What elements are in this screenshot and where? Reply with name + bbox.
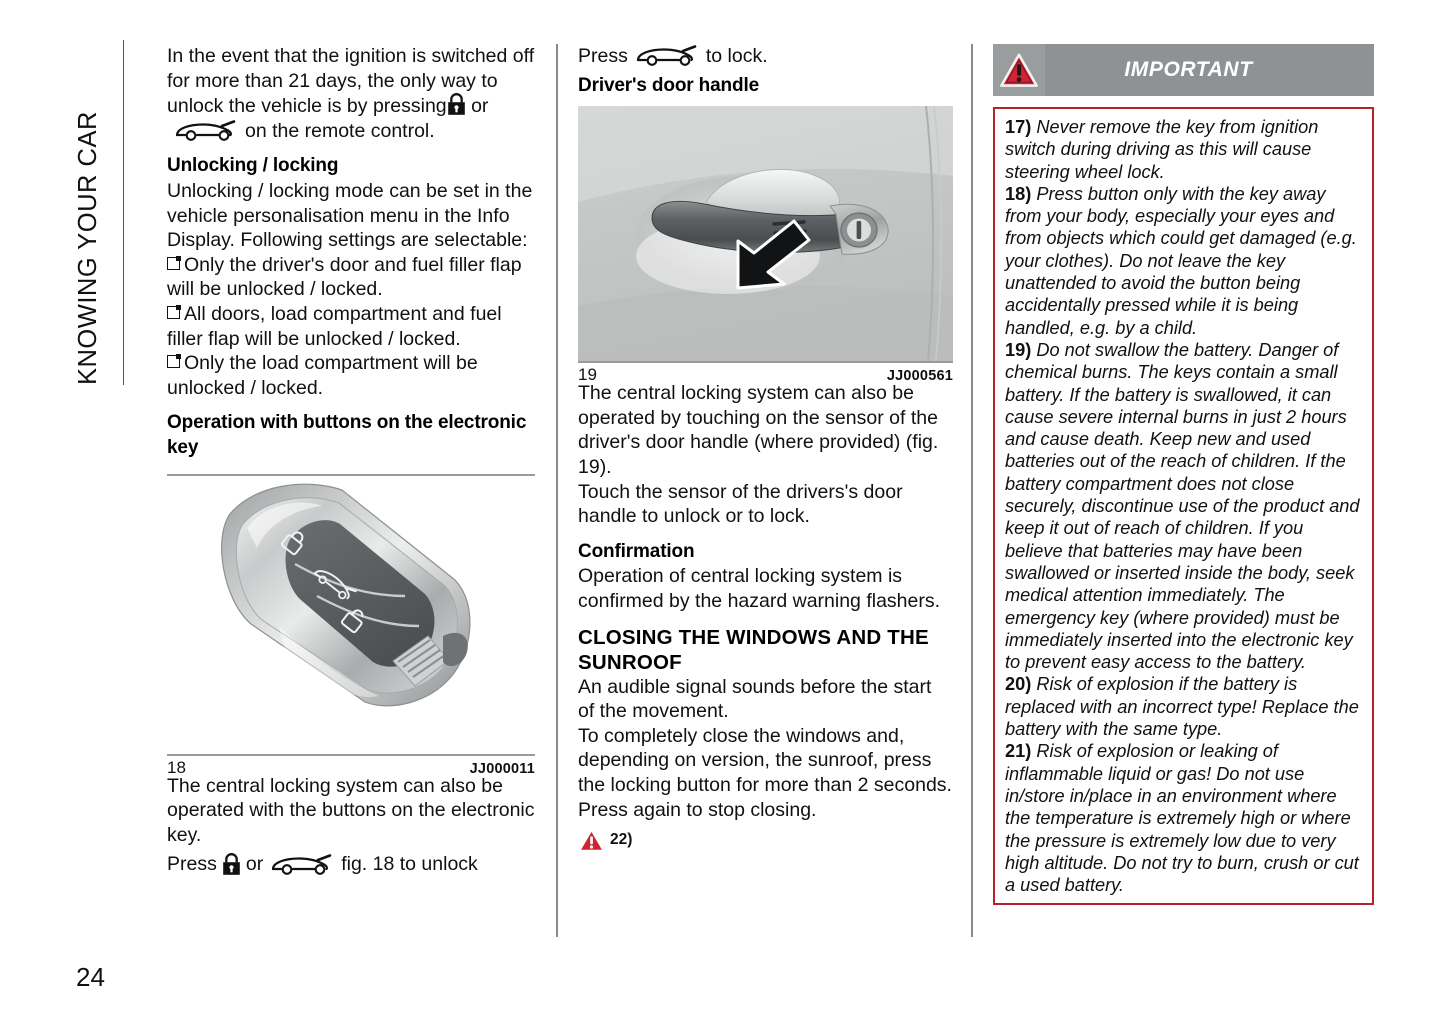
column-divider-2: [971, 44, 973, 937]
warning-triangle-icon: [999, 52, 1039, 89]
figure-code: JJ000561: [886, 368, 953, 385]
important-title-cell: [1045, 44, 1374, 96]
key-blade-slot: [443, 632, 468, 665]
figure-image-door-handle: [578, 106, 953, 361]
chapter-tab-rule: [123, 40, 125, 385]
important-item: [1005, 183, 1363, 339]
paragraph-confirmation: Operation of central locking system is confirmed by the hazard warning flashers.: [578, 565, 941, 612]
important-item-text: Press button only with the key away from your body, especially your eyes and from objects which could get damaged (e.g. your clothes). Do not leave the key unattended to avoid the button being accidentally pressed while it is being handled, e.g. by a child.: [1005, 183, 1357, 338]
figure-caption-18: [167, 756, 535, 778]
important-title: IMPORTANT: [1124, 58, 1253, 81]
left-column: [167, 44, 535, 877]
important-item: [1005, 339, 1363, 673]
list-item: [167, 302, 535, 351]
important-body: [993, 107, 1374, 905]
figure-caption-19: [578, 363, 953, 385]
square-bullet-icon: [167, 355, 180, 368]
paragraph-touch: Touch the sensor of the drivers's door handle to unlock or to lock.: [578, 480, 903, 528]
key-caption-paragraph: The central locking system can also be operated with the buttons on the electronic key.: [167, 774, 535, 846]
car-silhouette-icon: [172, 119, 240, 143]
square-bullet-icon: [167, 257, 180, 270]
intro-text-or: or: [471, 95, 489, 118]
list-item: [167, 253, 535, 302]
heading-drivers-door-handle: Driver's door handle: [578, 74, 760, 96]
heading-confirmation: Confirmation: [578, 540, 695, 562]
figure-number: 19: [578, 365, 597, 385]
column-divider-1: [556, 44, 558, 937]
car-silhouette-icon: [633, 44, 701, 68]
press-to-lock-prefix: Press: [578, 45, 628, 67]
press-to-lock-line: [578, 44, 953, 69]
paragraph-close-windows: To completely close the windows and, depending on version, the sunroof, press the locking button for more than 2 seconds.: [578, 724, 952, 796]
warning-triangle-icon: [578, 828, 605, 853]
intro-text-part2: on the remote control.: [245, 119, 435, 142]
paragraph-audible-signal: An audible signal sounds before the start of the movement.: [578, 675, 932, 723]
important-item-number: 18): [1005, 183, 1032, 204]
unlocking-paragraph: Unlocking / locking mode can be set in the vehicle personalisation menu in the Info Display. Following settings are selectable:: [167, 179, 533, 252]
press-to-unlock-line: [167, 852, 535, 877]
bullet-text: Only the load compartment will be unlocked / locked.: [167, 352, 478, 399]
figure-electronic-key: [167, 474, 535, 778]
press-or: or: [245, 853, 264, 876]
important-item-text: Risk of explosion or leaking of inflammable liquid or gas! Do not use in/store in/place in an environment where the temperature is extremely high or where the pressure is extremely low due to very high altitude. Do not try to burn, crush or cut a used battery.: [1005, 741, 1359, 896]
figure-code: JJ000011: [469, 760, 535, 777]
list-item: [167, 351, 535, 400]
important-item-number: 17): [1005, 117, 1032, 137]
press-prefix: Press: [167, 853, 217, 876]
press-to-lock-suffix: to lock.: [705, 45, 768, 67]
right-column: [993, 44, 1374, 905]
electronic-key-illustration: [167, 476, 535, 754]
chapter-tab: [52, 40, 124, 385]
heading-unlocking-locking: Unlocking / locking: [167, 155, 339, 177]
important-header: [993, 44, 1374, 96]
car-silhouette-icon: [268, 853, 336, 877]
heading-operation-buttons: Operation with buttons on the electronic key: [167, 412, 527, 458]
press-suffix: fig. 18 to unlock: [341, 853, 478, 876]
important-item-text: Risk of explosion if the battery is replaced with an incorrect type! Replace the battery with the same type.: [1005, 674, 1359, 740]
important-item-number: 21): [1005, 741, 1032, 762]
important-item-number: 20): [1005, 674, 1032, 695]
important-item: [1005, 740, 1363, 896]
chapter-title: KNOWING YOUR CAR: [73, 111, 102, 385]
bullet-text: All doors, load compartment and fuel filler flap will be unlocked / locked.: [167, 302, 502, 350]
warning-reference-number: 22): [610, 831, 633, 849]
square-bullet-icon: [167, 306, 180, 319]
door-handle-illustration: [578, 106, 953, 361]
page-number: 24: [76, 962, 105, 992]
important-item: [1005, 116, 1363, 183]
bullet-text: Only the driver's door and fuel filler flap will be unlocked / locked.: [167, 253, 522, 301]
figure-image-key: [167, 476, 535, 754]
heading-closing-windows-sunroof: CLOSING THE WINDOWS AND THE SUNROOF: [578, 625, 929, 674]
intro-text-part1: In the event that the ignition is switched off for more than 21 days, the only way to unlock the vehicle is by pressing: [167, 45, 535, 118]
important-item-text: Do not swallow the battery. Danger of chemical burns. The keys contain a small battery. If the battery is swallowed, it can cause severe internal burns in just 2 hours and cause death. Keep new and used batteries out of the reach of children. If the battery compartment does not close securely, discontinue use of the product and keep it out of reach of children. If you believe that batteries may have been swallowed or inserted inside the body, seek medical attention immediately. The emergency key (where provided) must be immediately inserted into the electronic key to prevent easy access to the battery.: [1005, 339, 1360, 673]
figure-door-handle: [578, 106, 953, 385]
important-item: [1005, 673, 1363, 740]
important-item-text: Never remove the key from ignition switch during driving as this will cause steering wheel lock.: [1005, 117, 1319, 182]
paragraph-sensor: The central locking system can also be operated by touching on the sensor of the driver's door handle (where provided) (fig. 19).: [578, 382, 939, 478]
warning-reference-row: [578, 828, 953, 853]
padlock-locked-icon: [447, 93, 466, 116]
intro-paragraph-line2: [167, 119, 535, 144]
middle-column: [578, 44, 953, 853]
important-icon-cell: [993, 44, 1045, 96]
paragraph-press-again: Press again to stop closing.: [578, 798, 817, 821]
figure-number: 18: [167, 757, 186, 777]
important-item-number: 19): [1005, 339, 1032, 360]
intro-paragraph: [167, 44, 535, 119]
padlock-locked-icon: [222, 853, 241, 876]
